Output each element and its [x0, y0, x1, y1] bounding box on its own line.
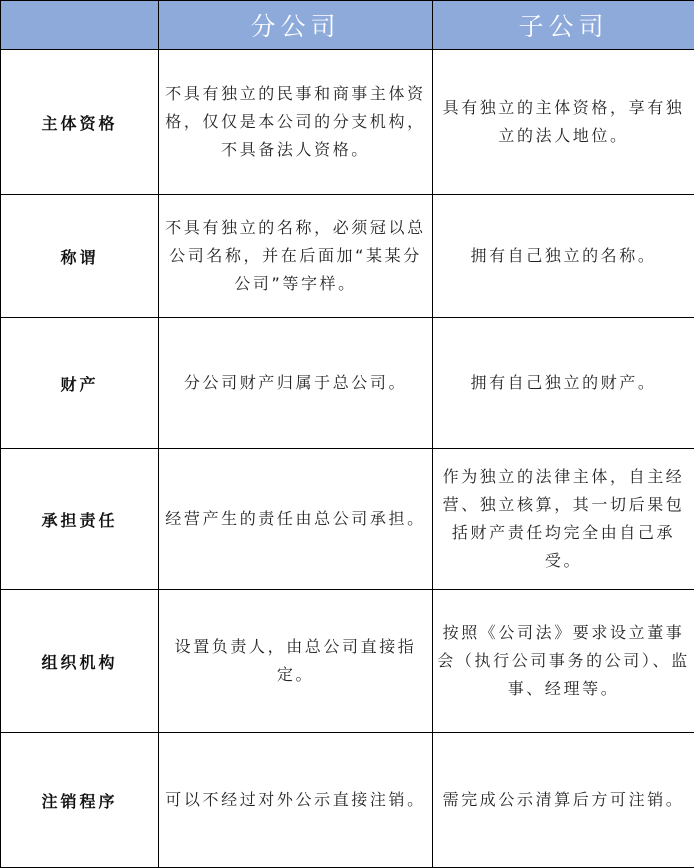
table-row — [1, 590, 694, 733]
table-row — [1, 50, 694, 195]
row-label: 财产 — [1, 318, 159, 449]
table-row — [1, 449, 694, 590]
subsidiary-cell: 作为独立的法律主体，自主经营、独立核算，其一切后果包括财产责任均完全由自己承受。 — [433, 449, 694, 590]
row-label: 承担责任 — [1, 449, 159, 590]
branch-cell: 可以不经过对外公示直接注销。 — [159, 733, 433, 868]
header-blank-cell — [1, 1, 159, 50]
row-label: 称谓 — [1, 195, 159, 318]
row-label: 组织机构 — [1, 590, 159, 733]
table-row — [1, 318, 694, 449]
header-subsidiary: 子公司 — [433, 1, 694, 50]
subsidiary-cell: 按照《公司法》要求设立董事会（执行公司事务的公司）、监事、经理等。 — [433, 590, 694, 733]
branch-cell: 经营产生的责任由总公司承担。 — [159, 449, 433, 590]
subsidiary-cell: 需完成公示清算后方可注销。 — [433, 733, 694, 868]
branch-cell: 不具有独立的名称，必须冠以总公司名称，并在后面加“某某分公司”等字样。 — [159, 195, 433, 318]
subsidiary-cell: 拥有自己独立的财产。 — [433, 318, 694, 449]
row-label: 主体资格 — [1, 50, 159, 195]
table-row — [1, 733, 694, 868]
subsidiary-cell: 具有独立的主体资格，享有独立的法人地位。 — [433, 50, 694, 195]
branch-cell: 设置负责人，由总公司直接指定。 — [159, 590, 433, 733]
header-branch: 分公司 — [159, 1, 433, 50]
subsidiary-cell: 拥有自己独立的名称。 — [433, 195, 694, 318]
branch-cell: 不具有独立的民事和商事主体资格，仅仅是本公司的分支机构，不具备法人资格。 — [159, 50, 433, 195]
row-label: 注销程序 — [1, 733, 159, 868]
branch-cell: 分公司财产归属于总公司。 — [159, 318, 433, 449]
table-row — [1, 195, 694, 318]
header-row — [1, 1, 694, 50]
